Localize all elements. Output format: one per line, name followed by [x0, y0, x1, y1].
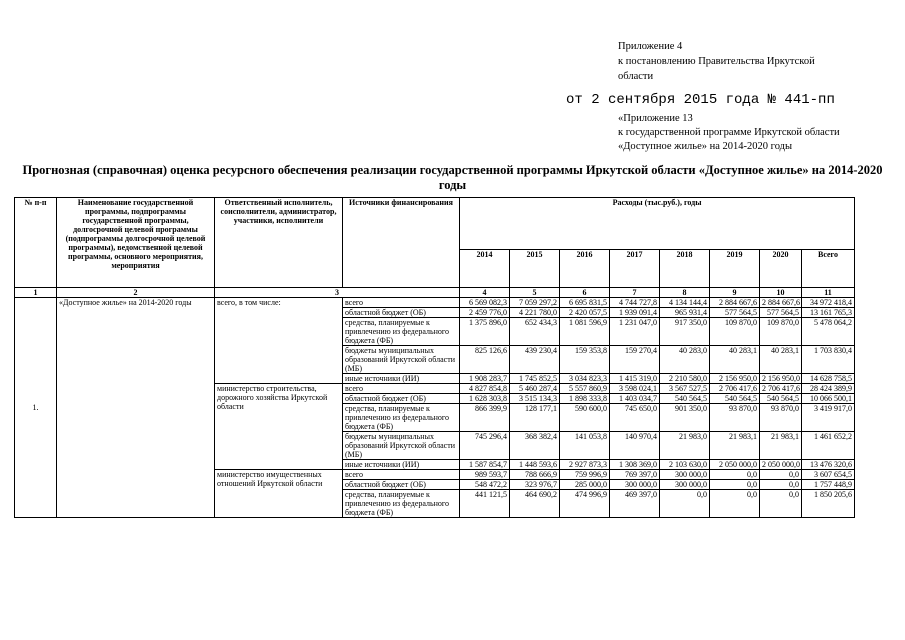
value-cell: 34 972 418,4 [802, 298, 855, 308]
table-row [15, 298, 855, 308]
value-cell: 866 399,9 [460, 404, 510, 432]
value-cell: 2 156 950,0 [760, 374, 802, 384]
funding-source: всего [343, 384, 460, 394]
decree-stamp: от 2 сентября 2015 года № 441-пп [566, 92, 835, 108]
value-cell: 21 983,1 [760, 432, 802, 460]
value-cell: 13 476 320,6 [802, 460, 855, 470]
value-cell: 0,0 [760, 470, 802, 480]
value-cell: 439 230,4 [510, 346, 560, 374]
value-cell: 2 884 667,6 [710, 298, 760, 308]
value-cell: 128 177,1 [510, 404, 560, 432]
column-number: 5 [510, 288, 560, 298]
value-cell: 1 461 652,2 [802, 432, 855, 460]
funding-source: всего [343, 470, 460, 480]
value-cell: 989 593,7 [460, 470, 510, 480]
year-header: 2019 [710, 250, 760, 288]
value-cell: 0,0 [660, 490, 710, 518]
column-number: 8 [660, 288, 710, 298]
value-cell: 3 515 134,3 [510, 394, 560, 404]
header-line: Приложение 4 [618, 41, 683, 52]
value-cell: 590 600,0 [560, 404, 610, 432]
header-line: области [618, 71, 654, 82]
value-cell: 825 126,6 [460, 346, 510, 374]
value-cell: 93 870,0 [710, 404, 760, 432]
value-cell: 759 996,9 [560, 470, 610, 480]
value-cell: 1 231 047,0 [610, 318, 660, 346]
year-header: 2020 [760, 250, 802, 288]
value-cell: 2 706 417,6 [710, 384, 760, 394]
value-cell: 14 628 758,5 [802, 374, 855, 384]
funding-source: иные источники (ИИ) [343, 460, 460, 470]
header-line: «Приложение 13 [618, 113, 693, 124]
header-source: Источники финансирования [343, 198, 460, 288]
value-cell: 441 121,5 [460, 490, 510, 518]
value-cell: 1 908 283,7 [460, 374, 510, 384]
value-cell: 1 448 593,6 [510, 460, 560, 470]
value-cell: 93 870,0 [760, 404, 802, 432]
program-name: «Доступное жилье» на 2014-2020 годы [57, 298, 215, 518]
column-number: 10 [760, 288, 802, 298]
funding-source: бюджеты муниципальных образований Иркутской области (МБ) [343, 346, 460, 374]
header-name: Наименование государственной программы, подпрограммы государственной программы, долгосрочной целевой программы (подпрограммы долгосрочной целевой программы), ведомственной целевой программы, основного мероприятия, мероприятия [57, 198, 215, 288]
value-cell: 0,0 [760, 480, 802, 490]
funding-source: областной бюджет (ОБ) [343, 480, 460, 490]
value-cell: 2 884 667,6 [760, 298, 802, 308]
value-cell: 540 564,5 [760, 394, 802, 404]
value-cell: 4 827 854,8 [460, 384, 510, 394]
header-line: к государственной программе Иркутской области [618, 127, 840, 138]
value-cell: 6 569 082,3 [460, 298, 510, 308]
value-cell: 1 081 596,9 [560, 318, 610, 346]
year-header: 2016 [560, 250, 610, 288]
value-cell: 2 103 630,0 [660, 460, 710, 470]
funding-source: средства, планируемые к привлечению из федерального бюджета (ФБ) [343, 404, 460, 432]
value-cell: 3 598 024,1 [610, 384, 660, 394]
value-cell: 745 296,4 [460, 432, 510, 460]
value-cell: 40 283,1 [710, 346, 760, 374]
executor-name: министерство имущественных отношений Иркутской области [215, 470, 343, 518]
value-cell: 1 415 319,0 [610, 374, 660, 384]
value-cell: 540 564,5 [660, 394, 710, 404]
value-cell: 40 283,1 [760, 346, 802, 374]
value-cell: 5 460 287,4 [510, 384, 560, 394]
value-cell: 1 757 448,9 [802, 480, 855, 490]
value-cell: 1 375 896,0 [460, 318, 510, 346]
value-cell: 6 695 831,5 [560, 298, 610, 308]
value-cell: 300 000,0 [660, 480, 710, 490]
value-cell: 323 976,7 [510, 480, 560, 490]
value-cell: 1 587 854,7 [460, 460, 510, 470]
funding-source: всего [343, 298, 460, 308]
column-number: 7 [610, 288, 660, 298]
value-cell: 5 557 860,9 [560, 384, 610, 394]
value-cell: 0,0 [710, 490, 760, 518]
value-cell: 2 927 873,3 [560, 460, 610, 470]
value-cell: 2 210 580,0 [660, 374, 710, 384]
value-cell: 965 931,4 [660, 308, 710, 318]
value-cell: 1 745 852,5 [510, 374, 560, 384]
value-cell: 2 459 776,0 [460, 308, 510, 318]
value-cell: 901 350,0 [660, 404, 710, 432]
value-cell: 0,0 [710, 480, 760, 490]
value-cell: 109 870,0 [710, 318, 760, 346]
header-num: № п-п [15, 198, 57, 288]
column-number: 1 [15, 288, 57, 298]
value-cell: 917 350,0 [660, 318, 710, 346]
row-index: 1. [15, 298, 57, 518]
value-cell: 3 567 527,5 [660, 384, 710, 394]
value-cell: 2 050 000,0 [710, 460, 760, 470]
column-number: 2 [57, 288, 215, 298]
header-responsible: Ответственный исполнитель, соисполнители, администратор, участники, исполнители [215, 198, 343, 288]
header-block-2 [618, 112, 840, 154]
value-cell: 2 050 000,0 [760, 460, 802, 470]
value-cell: 109 870,0 [760, 318, 802, 346]
value-cell: 300 000,0 [660, 470, 710, 480]
year-header: 2018 [660, 250, 710, 288]
value-cell: 13 161 765,3 [802, 308, 855, 318]
column-number: 9 [710, 288, 760, 298]
funding-source: областной бюджет (ОБ) [343, 394, 460, 404]
year-header: 2014 [460, 250, 510, 288]
value-cell: 577 564,5 [710, 308, 760, 318]
value-cell: 1 703 830,4 [802, 346, 855, 374]
column-number: 4 [460, 288, 510, 298]
value-cell: 652 434,3 [510, 318, 560, 346]
value-cell: 469 397,0 [610, 490, 660, 518]
value-cell: 3 607 654,5 [802, 470, 855, 480]
value-cell: 3 419 917,0 [802, 404, 855, 432]
executor-name: министерство строительства, дорожного хозяйства Иркутской области [215, 384, 343, 470]
value-cell: 540 564,5 [710, 394, 760, 404]
value-cell: 5 478 064,2 [802, 318, 855, 346]
value-cell: 1 898 333,8 [560, 394, 610, 404]
value-cell: 0,0 [760, 490, 802, 518]
document-title: Прогнозная (справочная) оценка ресурсного обеспечения реализации государственной программы Иркутской области «Доступное жилье» на 2014-2020 годы [22, 163, 883, 192]
value-cell: 548 472,2 [460, 480, 510, 490]
value-cell: 368 382,4 [510, 432, 560, 460]
resource-table [14, 197, 855, 518]
value-cell: 474 996,9 [560, 490, 610, 518]
value-cell: 1 403 034,7 [610, 394, 660, 404]
value-cell: 1 939 091,4 [610, 308, 660, 318]
funding-source: иные источники (ИИ) [343, 374, 460, 384]
value-cell: 2 420 057,5 [560, 308, 610, 318]
header-line: «Доступное жилье» на 2014-2020 годы [618, 141, 793, 152]
value-cell: 28 424 389,9 [802, 384, 855, 394]
value-cell: 285 000,0 [560, 480, 610, 490]
value-cell: 3 034 823,3 [560, 374, 610, 384]
header-block [618, 39, 815, 84]
value-cell: 1 628 303,8 [460, 394, 510, 404]
value-cell: 21 983,0 [660, 432, 710, 460]
funding-source: средства, планируемые к привлечению из федерального бюджета (ФБ) [343, 490, 460, 518]
funding-source: бюджеты муниципальных образований Иркутской области (МБ) [343, 432, 460, 460]
value-cell: 21 983,1 [710, 432, 760, 460]
executor-name: всего, в том числе: [215, 298, 343, 384]
header-expenses: Расходы (тыс.руб.), годы [460, 198, 855, 250]
value-cell: 159 270,4 [610, 346, 660, 374]
value-cell: 464 690,2 [510, 490, 560, 518]
value-cell: 769 397,0 [610, 470, 660, 480]
column-number: 6 [560, 288, 610, 298]
year-header: 2017 [610, 250, 660, 288]
value-cell: 1 850 205,6 [802, 490, 855, 518]
value-cell: 4 744 727,8 [610, 298, 660, 308]
value-cell: 159 353,8 [560, 346, 610, 374]
value-cell: 40 283,0 [660, 346, 710, 374]
value-cell: 1 308 369,0 [610, 460, 660, 470]
value-cell: 10 066 500,1 [802, 394, 855, 404]
value-cell: 2 156 950,0 [710, 374, 760, 384]
column-number: 3 [215, 288, 460, 298]
header-line: к постановлению Правительства Иркутской [618, 56, 815, 67]
funding-source: средства, планируемые к привлечению из федерального бюджета (ФБ) [343, 318, 460, 346]
value-cell: 7 059 297,2 [510, 298, 560, 308]
value-cell: 4 134 144,4 [660, 298, 710, 308]
value-cell: 300 000,0 [610, 480, 660, 490]
value-cell: 577 564,5 [760, 308, 802, 318]
funding-source: областной бюджет (ОБ) [343, 308, 460, 318]
value-cell: 745 650,0 [610, 404, 660, 432]
value-cell: 788 666,9 [510, 470, 560, 480]
value-cell: 140 970,4 [610, 432, 660, 460]
year-header: Всего [802, 250, 855, 288]
value-cell: 4 221 780,0 [510, 308, 560, 318]
value-cell: 0,0 [710, 470, 760, 480]
value-cell: 2 706 417,6 [760, 384, 802, 394]
year-header: 2015 [510, 250, 560, 288]
value-cell: 141 053,8 [560, 432, 610, 460]
column-number: 11 [802, 288, 855, 298]
